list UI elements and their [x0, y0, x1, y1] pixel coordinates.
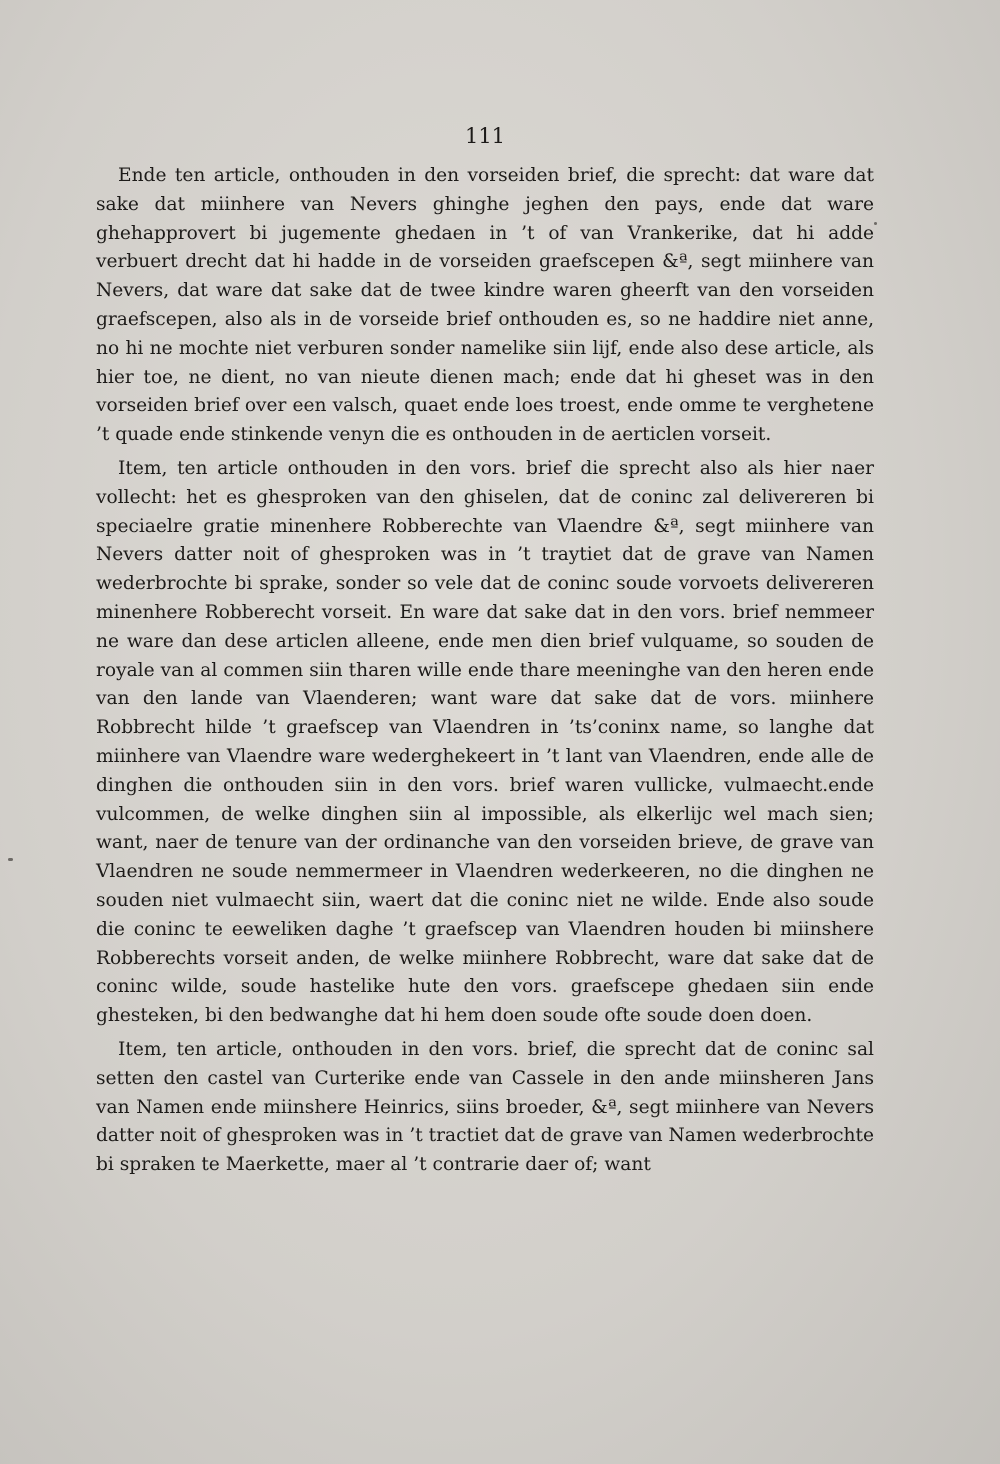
paragraph-2: Item, ten article onthouden in den vors. brief die sprecht also als hier naer vollecht: het es ghesproken van den ghiselen, dat de coninc zal delivereren bi speciaelre gratie minenhere Robberechte van Vlaendre &ª, segt miinhere van Nevers datter noit of ghesproken was in ’t traytiet dat de grave van Namen wederbrochte bi sprake, sonder so vele dat de coninc soude vorvoets delivereren minenhere Robberecht vorseit. En ware dat sake dat in den vors. brief nemmeer ne ware dan dese articlen alleene, ende men dien brief vulquame, so souden de royale van al commen siin tharen wille ende thare meeninghe van den heren ende van den lande van Vlaenderen; want ware dat sake dat de vors. miinhere Robbrecht hilde ’t graefscep van Vlaendren in ’ts’coninx name, so langhe dat miinhere van Vlaendre ware wederghekeert in ’t lant van Vlaendren, ende alle de dinghen die onthouden siin in den vors. brief waren vullicke, vulmaecht.ende vulcommen, de welke dinghen siin al impossible, als elkerlijc wel mach sien; want, naer de tenure van der ordinanche van den vorseiden brieve, de grave van Vlaendren ne soude nemmermeer in Vlaendren wederkeeren, no die dinghen ne souden niet vulmaecht siin, waert dat die coninc niet ne wilde. Ende also soude die coninc te eeweliken daghe ’t graefscep van Vlaendren houden bi miinshere Robberechts vorseit anden, de welke miinhere Robbrecht, ware dat sake dat de coninc wilde, soude hastelike hute den vors. graefscepe ghedaen siin ende ghesteken, bi den bedwanghe dat hi hem doen soude ofte soude doen doen.: [96, 457, 874, 1027]
paper-speck: [8, 858, 13, 861]
paper-speck: [874, 222, 877, 225]
page-number: 111: [464, 124, 506, 148]
body-text: [96, 162, 874, 1185]
paragraph-1: Ende ten article, onthouden in den vorseiden brief, die sprecht: dat ware dat sake dat miinhere van Nevers ghinghe jeghen den pays, ende dat ware ghehapprovert bi jugemente ghedaen in ’t of van Vrankerike, dat hi adde verbuert drecht dat hi hadde in de vorseiden graefscepen &ª, segt miinhere van Nevers, dat ware dat sake dat de twee kindre waren gheerft van den vorseiden graefscepen, also als in de vorseide brief onthouden es, so ne haddire niet anne, no hi ne mochte niet verburen sonder namelike siin lijf, ende also dese article, als hier toe, ne dient, no van nieute dienen mach; ende dat hi gheset was in den vorseiden brief over een valsch, quaet ende loes troest, ende omme te verghetene ’t quade ende stinkende venyn die es onthouden in de aerticlen vorseit.: [96, 165, 874, 446]
paragraph-3: Item, ten article, onthouden in den vors. brief, die sprecht dat de coninc sal setten den castel van Curterike ende van Cassele in den ande miinsheren Jans van Namen ende miinshere Heinrics, siins broeder, &ª, segt miinhere van Nevers datter noit of ghesproken was in ’t tractiet dat de grave van Namen wederbrochte bi spraken te Maerkette, maer al ’t contrarie daer of; want: [96, 1038, 874, 1176]
